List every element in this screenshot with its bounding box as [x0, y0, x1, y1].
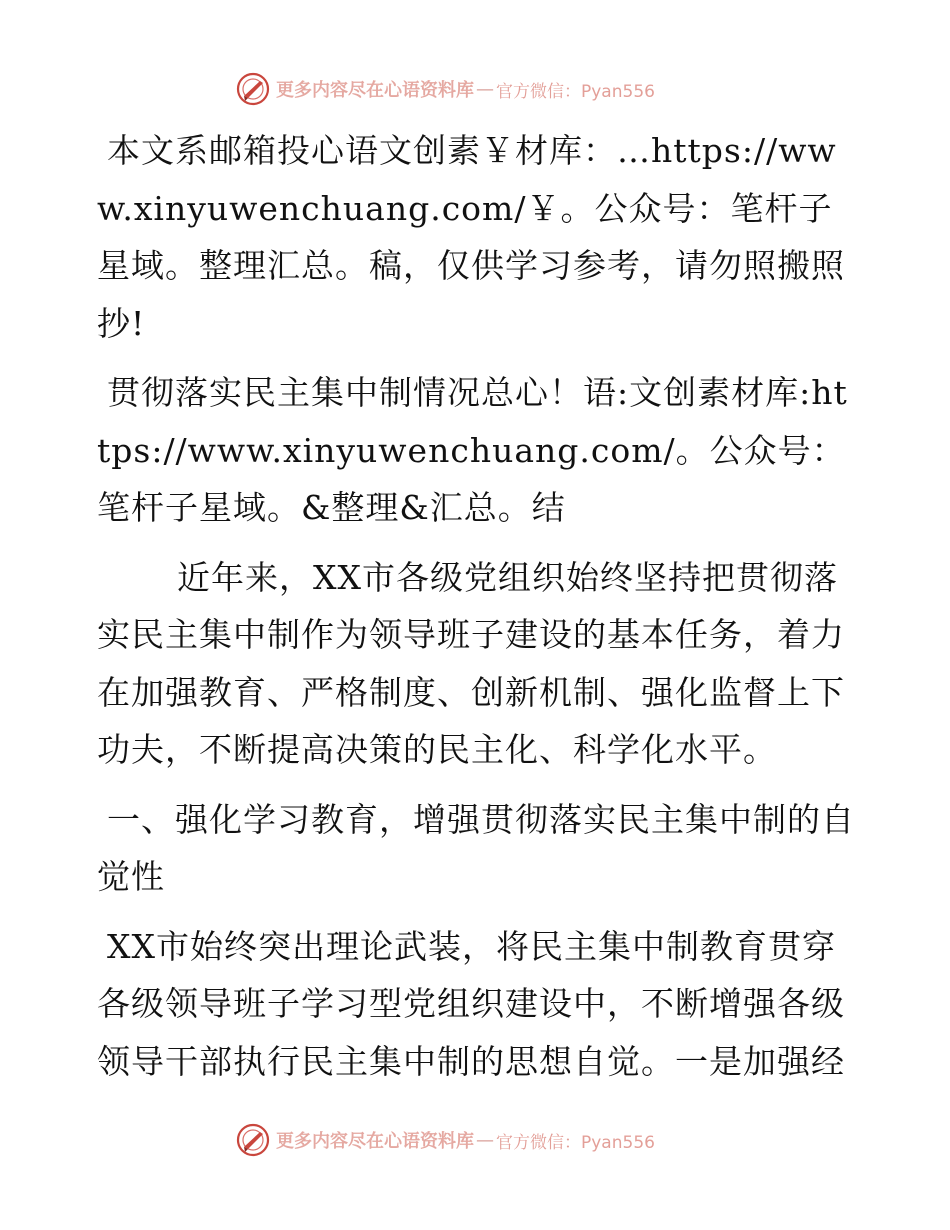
watermark-wechat: 官方微信：Pyan556 — [496, 1132, 655, 1153]
footer-watermark — [236, 1123, 716, 1157]
intro-paragraph: 本文系邮箱投心语文创素￥材库：…https://www.xinyuwenchuang.com/￥。公众号：笔杆子星域。整理汇总。稿，仅供学习参考，请勿照搬照抄! — [97, 131, 845, 343]
watermark-dash: — — [476, 78, 494, 100]
watermark-text: 更多内容尽在心语资料库 — [276, 80, 474, 101]
header-watermark — [236, 72, 716, 106]
document-body — [97, 122, 857, 1090]
watermark-text: 更多内容尽在心语资料库 — [276, 1131, 474, 1152]
body-paragraph: XX市始终突出理论武装，将民主集中制教育贯穿各级领导班子学习型党组织建设中，不断增强各级领导干部执行民主集中制的思想自觉。一是加强经 — [97, 926, 845, 1081]
title-paragraph: 贯彻落实民主集中制情况总心！语:文创素材库:https://www.xinyuwenchuang.com/。公众号：笔杆子星域。&整理&汇总。结 — [97, 373, 848, 527]
seal-logo-icon — [236, 72, 270, 106]
watermark-dash: — — [476, 1129, 494, 1151]
watermark-wechat: 官方微信：Pyan556 — [496, 81, 655, 102]
section-heading: 一、强化学习教育，增强贯彻落实民主集中制的自觉性 — [97, 799, 855, 896]
body-paragraph: 近年来，XX市各级党组织始终坚持把贯彻落实民主集中制作为领导班子建设的基本任务，着力在加强教育、严格制度、创新机制、强化监督上下功夫，不断提高决策的民主化、科学化水平。 — [97, 557, 845, 769]
seal-logo-icon — [236, 1123, 270, 1157]
